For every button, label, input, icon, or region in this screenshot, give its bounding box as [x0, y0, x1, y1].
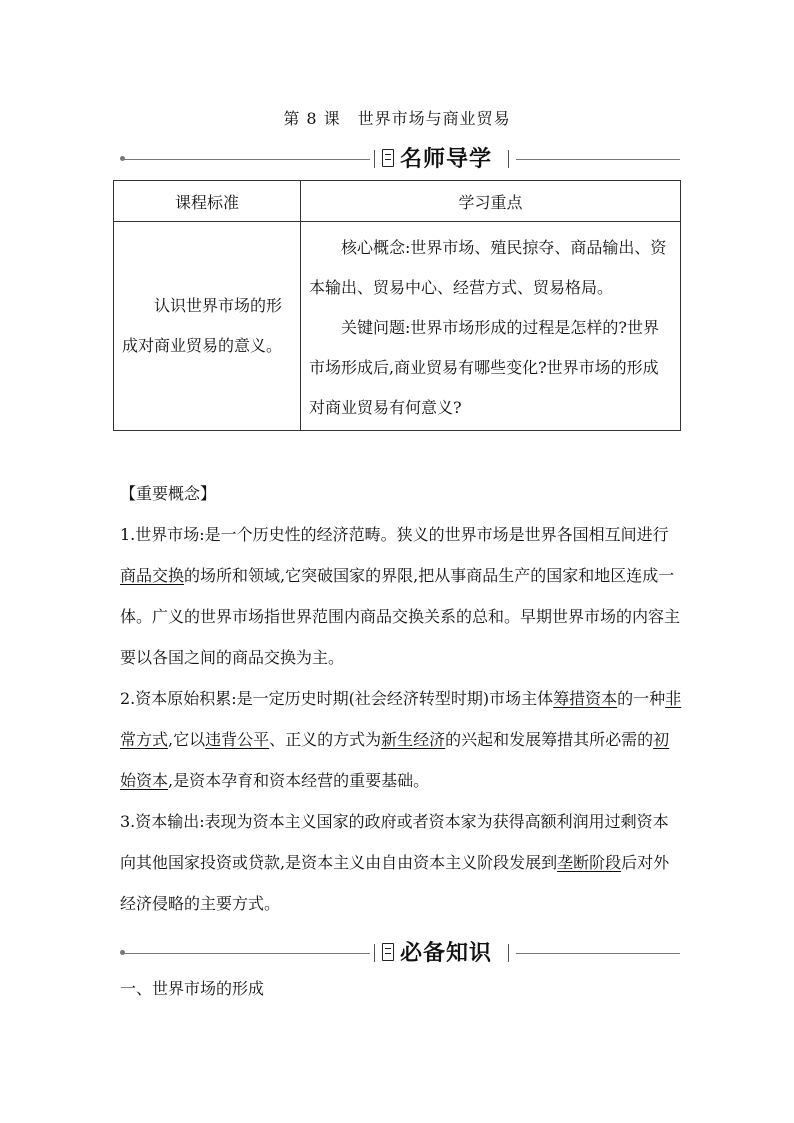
underlined-term: 商品交换 — [120, 566, 185, 585]
table-header-focus: 学习重点 — [301, 181, 681, 222]
key-questions-text: 关键问题:世界市场形成的过程是怎样的?世界市场形成后,商业贸易有哪些变化?世界市场的形成对商业贸易有何意义? — [309, 318, 659, 417]
book-icon — [382, 149, 394, 167]
concept-text: 2.资本原始积累:是一定历史时期(社会经济转型时期)市场主体 — [120, 689, 554, 708]
concepts-heading: 【重要概念】 — [120, 484, 217, 503]
underlined-term: 垄断阶段 — [557, 853, 622, 872]
banner-line-left — [124, 953, 370, 954]
underlined-term: 初始资本 — [120, 730, 670, 790]
curriculum-standard-cell: 认识世界市场的形成对商业贸易的意义。 — [114, 222, 301, 431]
section-banner-teacher-guide — [120, 146, 680, 176]
section-heading: 一、世界市场的形成 — [120, 979, 265, 998]
concept-item-capital-export — [120, 801, 682, 924]
underlined-term: 新生经济 — [381, 730, 446, 749]
concept-text: 的一种 — [617, 689, 666, 708]
banner-line-right — [516, 953, 680, 954]
concept-text: ,它以 — [168, 730, 206, 749]
table-header-standard: 课程标准 — [114, 181, 301, 222]
banner-line-left — [124, 159, 370, 160]
table-row — [114, 222, 681, 431]
concept-item-world-market — [120, 514, 682, 678]
underlined-term: 违背公平 — [205, 730, 270, 749]
banner-tick — [374, 150, 375, 168]
section-banner-essential-knowledge — [120, 940, 680, 970]
banner-label: 名师导学 — [400, 147, 493, 172]
important-concepts — [120, 473, 682, 924]
underlined-term: 非常方式 — [120, 689, 682, 749]
concept-text: 1.世界市场:是一个历史性的经济范畴。狭义的世界市场是世界各国相互间进行 — [120, 525, 669, 544]
concept-text: ,是资本孕育和资本经营的重要基础。 — [168, 771, 430, 790]
concept-text: 后对外经济侵略的主要方式。 — [120, 853, 670, 913]
table-header-row — [114, 181, 681, 222]
learning-focus-cell — [301, 222, 681, 431]
concept-text: 的场所和领域,它突破国家的界限,把从事商品生产的国家和地区连成一体。广义的世界市场指世界范围内商品交换关系的总和。早期世界市场的内容主要以各国之间的商品交换为主。 — [120, 566, 681, 667]
banner-line-right — [516, 159, 680, 160]
concept-text: 3.资本输出:表现为资本主义国家的政府或者资本家为获得高额利润用过剩资本向其他国家投资或贷款,是资本主义由自由资本主义阶段发展到 — [120, 812, 669, 872]
banner-label: 必备知识 — [400, 941, 493, 966]
underlined-term: 筹措资本 — [553, 689, 618, 708]
banner-tick — [508, 150, 509, 168]
curriculum-table — [113, 180, 681, 431]
concept-item-primitive-accumulation — [120, 678, 682, 801]
key-concepts-text: 核心概念:世界市场、殖民掠夺、商品输出、资本输出、贸易中心、经营方式、贸易格局。 — [309, 238, 667, 297]
banner-tick — [374, 944, 375, 962]
concept-text: 、正义的方式为 — [269, 730, 382, 749]
concept-text: 的兴起和发展筹措其所必需的 — [445, 730, 654, 749]
lesson-title: 第 8 课 世界市场与商业贸易 — [283, 109, 511, 128]
banner-tick — [508, 944, 509, 962]
book-icon — [382, 943, 394, 961]
